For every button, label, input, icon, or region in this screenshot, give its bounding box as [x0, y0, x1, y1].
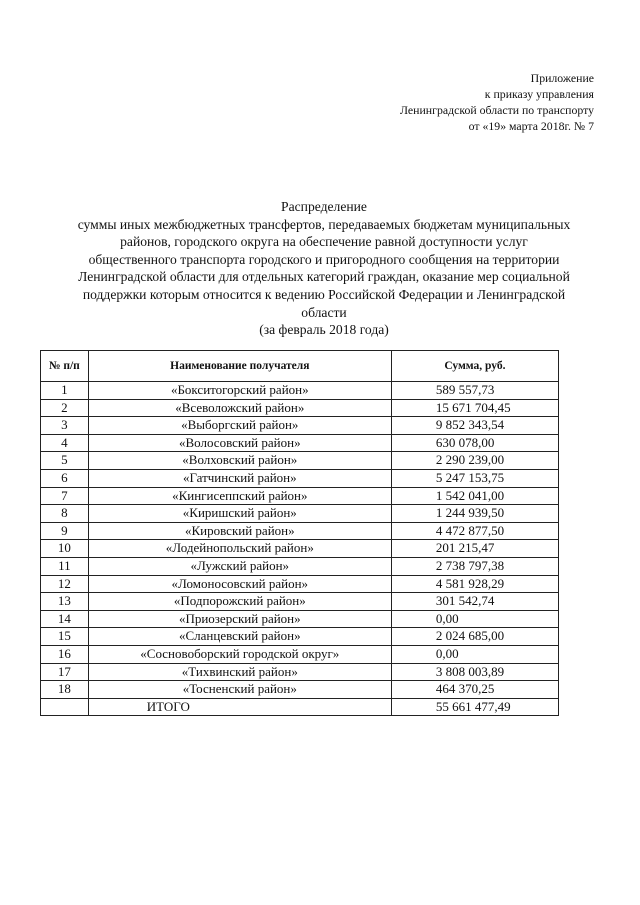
- recipient-name: «Выборгский район»: [88, 417, 391, 435]
- table-row: [41, 681, 559, 699]
- order-date-number: от «19» марта 2018г. № 7: [468, 119, 594, 133]
- row-number: 11: [41, 557, 89, 575]
- transfer-sum: 15 671 704,45: [391, 399, 558, 417]
- row-number: 14: [41, 610, 89, 628]
- row-number: 12: [41, 575, 89, 593]
- transfer-sum: 464 370,25: [391, 681, 558, 699]
- transfer-sum: 589 557,73: [391, 382, 558, 400]
- appendix-label: Приложение: [530, 71, 594, 85]
- transfer-sum: 2 738 797,38: [391, 557, 558, 575]
- recipient-name: «Приозерский район»: [88, 610, 391, 628]
- recipient-name: «Тихвинский район»: [88, 663, 391, 681]
- recipient-name: «Кингисеппский район»: [88, 487, 391, 505]
- recipient-name: «Ломоносовский район»: [88, 575, 391, 593]
- column-header-sum: Сумма, руб.: [391, 351, 558, 382]
- row-number: 9: [41, 522, 89, 540]
- issuing-authority: Ленинградской области по транспорту: [400, 103, 594, 117]
- row-number: 4: [41, 434, 89, 452]
- transfer-sum: 201 215,47: [391, 540, 558, 558]
- table-row: [41, 522, 559, 540]
- transfer-sum: 2 290 239,00: [391, 452, 558, 470]
- title-line: поддержки которым относится к ведению Российской Федерации и Ленинградской: [82, 286, 566, 302]
- total-sum: 55 661 477,49: [391, 698, 558, 716]
- table-row: [41, 487, 559, 505]
- row-number: 16: [41, 645, 89, 663]
- appendix-header: [400, 70, 594, 134]
- title-line: общественного транспорта городского и пригородного сообщения на территории: [88, 251, 560, 267]
- table-row: [41, 628, 559, 646]
- transfer-sum: 0,00: [391, 610, 558, 628]
- total-row: [41, 698, 559, 716]
- recipient-name: «Сосновоборский городской округ»: [88, 645, 391, 663]
- transfer-sum: 4 581 928,29: [391, 575, 558, 593]
- recipient-name: «Гатчинский район»: [88, 469, 391, 487]
- row-number: 6: [41, 469, 89, 487]
- table-row: [41, 575, 559, 593]
- title-line: районов, городского округа на обеспечение равной доступности услуг: [120, 234, 528, 250]
- row-number: 13: [41, 593, 89, 611]
- table-row: [41, 645, 559, 663]
- row-number: 5: [41, 452, 89, 470]
- document-title: [40, 198, 608, 339]
- row-number: 8: [41, 505, 89, 523]
- recipient-name: «Подпорожский район»: [88, 593, 391, 611]
- title-heading: Распределение: [281, 199, 367, 214]
- distribution-table: [40, 350, 559, 716]
- table-row: [41, 417, 559, 435]
- recipient-name: «Тосненский район»: [88, 681, 391, 699]
- table-row: [41, 610, 559, 628]
- column-header-recipient: Наименование получателя: [88, 351, 391, 382]
- row-number: 10: [41, 540, 89, 558]
- row-number: 18: [41, 681, 89, 699]
- title-line: области: [301, 304, 347, 320]
- row-number: 2: [41, 399, 89, 417]
- transfer-sum: 2 024 685,00: [391, 628, 558, 646]
- transfer-sum: 9 852 343,54: [391, 417, 558, 435]
- table-row: [41, 434, 559, 452]
- recipient-name: «Волосовский район»: [88, 434, 391, 452]
- transfer-sum: 0,00: [391, 645, 558, 663]
- table-row: [41, 452, 559, 470]
- order-reference: к приказу управления: [484, 87, 594, 101]
- row-number: 3: [41, 417, 89, 435]
- recipient-name: «Кировский район»: [88, 522, 391, 540]
- recipient-name: «Бокситогорский район»: [88, 382, 391, 400]
- title-line: суммы иных межбюджетных трансфертов, передаваемых бюджетам муниципальных: [77, 216, 571, 232]
- total-label: ИТОГО: [88, 698, 391, 716]
- table-row: [41, 382, 559, 400]
- table-header-row: [41, 351, 559, 382]
- table-row: [41, 663, 559, 681]
- table-row: [41, 540, 559, 558]
- table-row: [41, 399, 559, 417]
- transfer-sum: 5 247 153,75: [391, 469, 558, 487]
- transfer-sum: 630 078,00: [391, 434, 558, 452]
- transfer-sum: 301 542,74: [391, 593, 558, 611]
- transfer-sum: 3 808 003,89: [391, 663, 558, 681]
- row-number: 15: [41, 628, 89, 646]
- recipient-name: «Лодейнопольский район»: [88, 540, 391, 558]
- total-number-cell: [41, 698, 89, 716]
- transfer-sum: 1 542 041,00: [391, 487, 558, 505]
- row-number: 17: [41, 663, 89, 681]
- recipient-name: «Сланцевский район»: [88, 628, 391, 646]
- recipient-name: «Всеволожский район»: [88, 399, 391, 417]
- transfer-sum: 4 472 877,50: [391, 522, 558, 540]
- table-row: [41, 557, 559, 575]
- column-header-number: № п/п: [41, 351, 89, 382]
- table-row: [41, 593, 559, 611]
- transfer-sum: 1 244 939,50: [391, 505, 558, 523]
- recipient-name: «Волховский район»: [88, 452, 391, 470]
- row-number: 7: [41, 487, 89, 505]
- table-row: [41, 505, 559, 523]
- table-row: [41, 469, 559, 487]
- recipient-name: «Лужский район»: [88, 557, 391, 575]
- title-line: Ленинградской области для отдельных категорий граждан, оказание мер социальной: [78, 269, 570, 285]
- title-period: (за февраль 2018 года): [259, 322, 389, 338]
- row-number: 1: [41, 382, 89, 400]
- recipient-name: «Киришский район»: [88, 505, 391, 523]
